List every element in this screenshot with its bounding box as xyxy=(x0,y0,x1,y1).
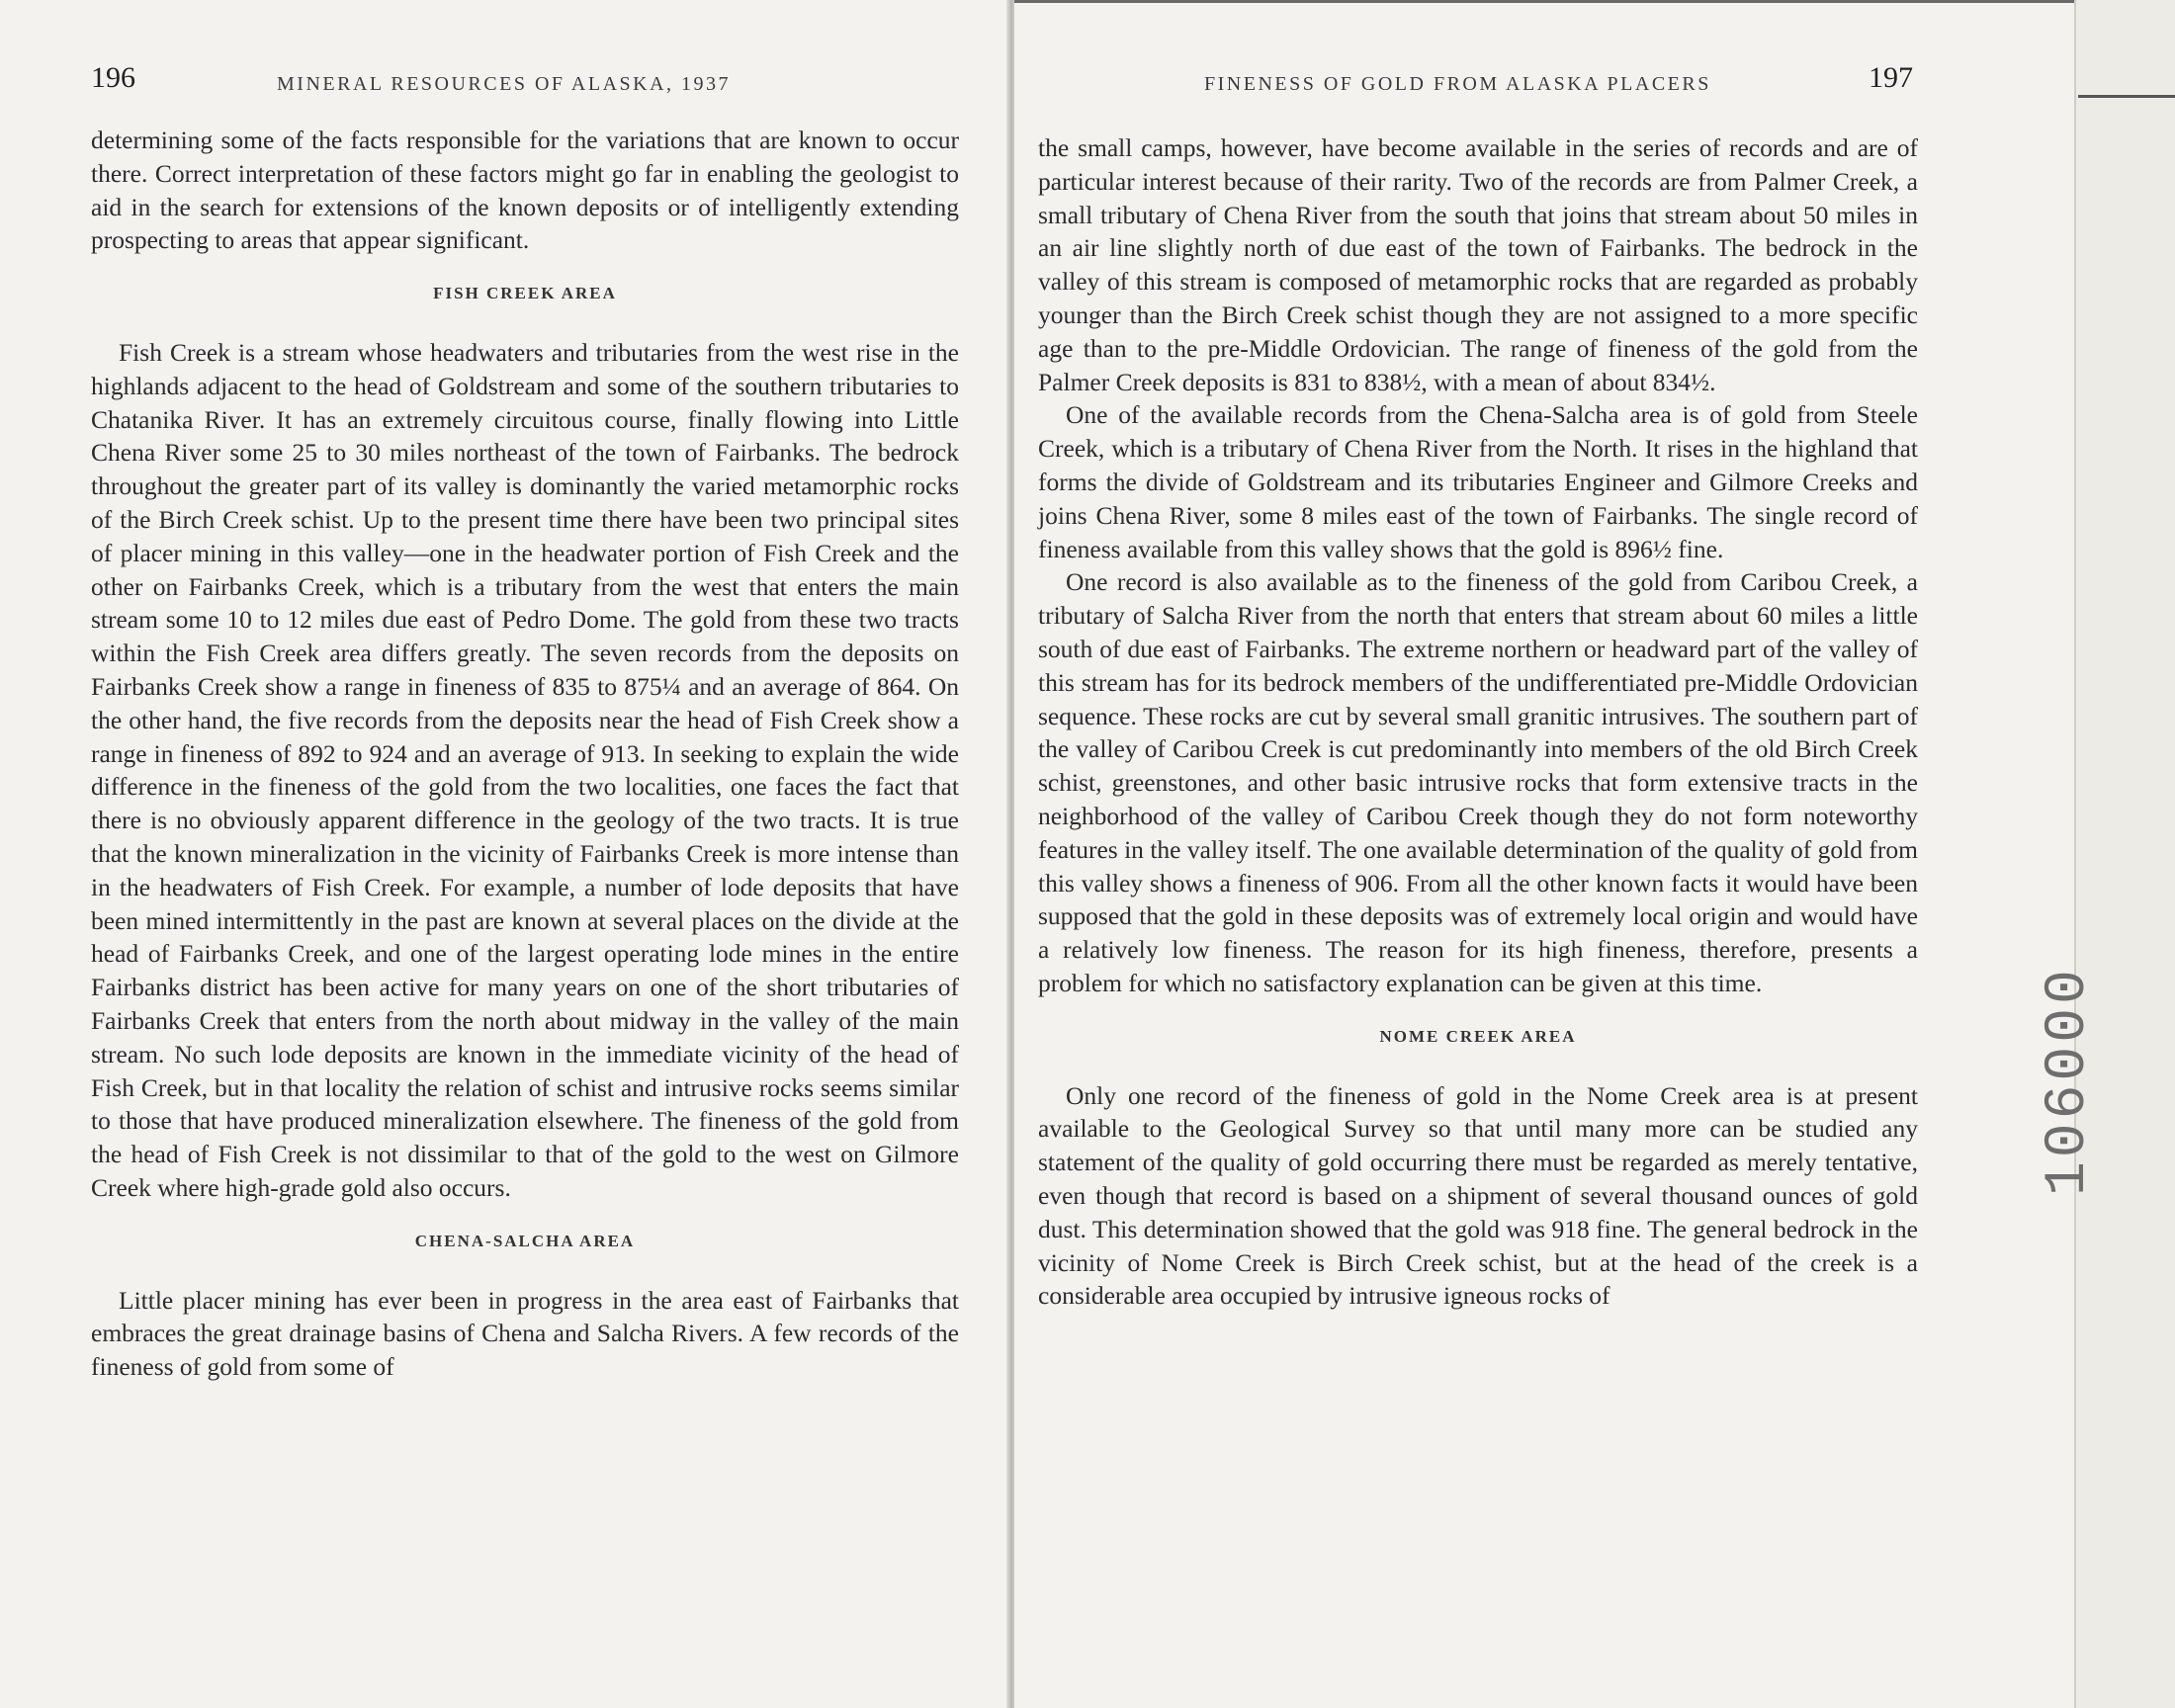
running-head: FINENESS OF GOLD FROM ALASKA PLACERS xyxy=(1204,73,1711,95)
margin-stamp-number: 106000 xyxy=(2037,966,2101,1196)
section-heading-nome-creek: NOME CREEK AREA xyxy=(1379,1026,1577,1046)
running-head: MINERAL RESOURCES OF ALASKA, 1937 xyxy=(277,73,732,95)
next-page-edge xyxy=(2074,0,2175,1708)
caribou-creek-paragraph: One record is also available as to the fineness of the gold from Caribou Creek, a tributary of Salcha River from the north that enters that stream about 60 miles a little south of due east of Fairbanks. The extreme northern or headward part of the valley of this stream has for its bedrock members of the undifferentiated pre-Middle Ordovician sequence. These rocks are cut by several small granitic intrusives. The southern part of the valley of Caribou Creek is cut predominantly into members of the old Birch Creek schist, greenstones, and other basic intrusive rocks that form extensive tracts in the neighborhood of the valley of Caribou Creek though they do not form noteworthy features in the valley itself. The one available determination of the quality of gold from this valley shows a fineness of 906. From all the other known facts it would have been supposed that the gold in these deposits was of extremely local origin and would have a relatively low fineness. The reason for its high fineness, therefore, presents a problem for which no satisfactory explanation can be given at this time. xyxy=(1038,567,1918,997)
page-number: 196 xyxy=(91,61,135,94)
left-page xyxy=(0,0,1008,1708)
section-heading-fish-creek: FISH CREEK AREA xyxy=(433,284,617,303)
section-heading-chena-salcha: CHENA-SALCHA AREA xyxy=(414,1231,636,1250)
fish-creek-paragraph: Fish Creek is a stream whose headwaters and tributaries from the west rise in the highlands adjacent to the head of Goldstream and some of the southern tributaries to Chatanika River. It has an extremely circuitous course, finally flowing into Little Chena River some 25 to 30 miles northeast of the town of Fairbanks. The bedrock throughout the greater part of its valley is dominantly the varied metamorphic rocks of the Birch Creek schist. Up to the present time there have been two principal sites of placer mining in this valley—one in the headwater portion of Fish Creek and the other on Fairbanks Creek, which is a tributary from the west that enters the main stream some 10 to 12 miles due east of Pedro Dome. The gold from these two tracts within the Fish Creek area differs greatly. The seven records from the deposits on Fairbanks Creek show a range in fineness of 835 to 875¼ and an average of 864. On the other hand, the five records from the deposits near the head of Fish Creek show a range in fineness of 892 to 924 and an average of 913. In seeking to explain the wide difference in the fineness of the gold from the two localities, one faces the fact that there is no obviously apparent difference in the geology of the two tracts. It is true that the known mineralization in the vicinity of Fairbanks Creek is more intense than in the headwaters of Fish Creek. For example, a number of lode deposits that have been mined intermittently in the past are known at several places on the divide at the head of Fairbanks Creek, and one of the largest operating lode mines in the entire Fairbanks district has been active for many years on one of the short tributaries of Fairbanks Creek that enters from the north about midway in the valley of the main stream. No such lode deposits are known in the immediate vicinity of the head of Fish Creek, but in that locality the relation of schist and intrusive rocks seems similar to those that have produced mineralization elsewhere. The fineness of the gold from the head of Fish Creek is not dissimilar to that of the gold to the west on Gilmore Creek where high-grade gold also occurs. xyxy=(91,337,959,1202)
page-number: 197 xyxy=(1869,61,1913,94)
left-page-body xyxy=(91,124,959,1384)
page-edge-mark xyxy=(2078,95,2175,106)
left-page-header xyxy=(79,61,969,101)
palmer-creek-paragraph: the small camps, however, have become available in the series of records and are of particular interest because of their rarity. Two of the records are from Palmer Creek, a small tributary of Chena River from the south that joins that stream about 50 miles in an air line slightly north of due east of the town of Fairbanks. The bedrock in the valley of this stream is composed of metamorphic rocks that are regarded as probably younger than the Birch Creek schist though they are not assigned to a more specific age than to the pre-Middle Ordovician. The range of fineness of the gold from the Palmer Creek deposits is 831 to 838½, with a mean of about 834½. xyxy=(1038,133,1918,396)
right-page-body xyxy=(1038,131,1918,1313)
steele-creek-paragraph: One of the available records from the Chena-Salcha area is of gold from Steele Creek, which is a tributary of Chena River from the North. It rises in the highland that forms the divide of Goldstream and its tributaries Engineer and Gilmore Creeks and joins Chena River, some 8 miles east of the town of Fairbanks. The single record of fineness available from this valley shows that the gold is 896½ fine. xyxy=(1038,400,1918,563)
chena-salcha-paragraph: Little placer mining has ever been in progress in the area east of Fairbanks that embraces the great drainage basins of Chena and Salcha Rivers. A few records of the fineness of gold from some of xyxy=(91,1285,959,1382)
nome-creek-paragraph: Only one record of the fineness of gold in the Nome Creek area is at present available to the Geological Survey so that until many more can be studied any statement of the quality of gold occurring there must be regarded as merely tentative, even though that record is based on a shipment of several thousand ounces of gold dust. This determination showed that the gold was 918 fine. The general bedrock in the vicinity of Nome Creek is Birch Creek schist, but at the head of the creek is a considerable area occupied by intrusive igneous rocks of xyxy=(1038,1080,1918,1311)
right-page-header xyxy=(1036,61,1938,101)
intro-paragraph: determining some of the facts responsible for the variations that are known to occur there. Correct interpretation of these factors might go far in enabling the geologist to aid in the search for extensions of the known deposits or of intelligently extending prospecting to areas that appear significant. xyxy=(91,126,959,255)
